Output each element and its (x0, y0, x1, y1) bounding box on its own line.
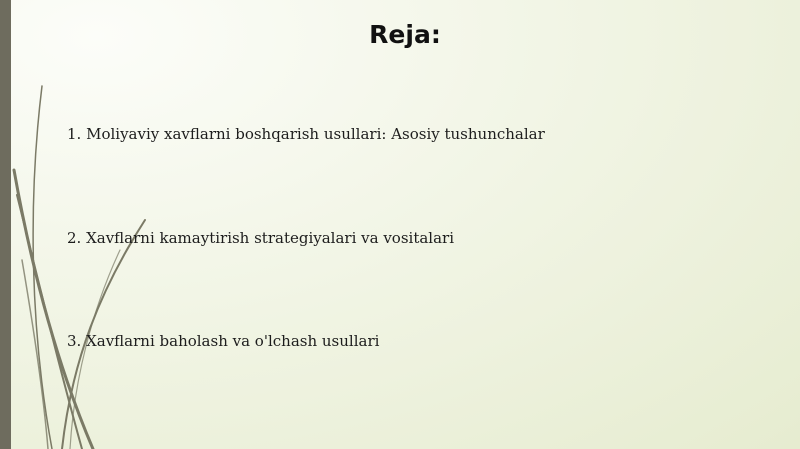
plan-item-3: 3. Xavflarni baholash va o'lchash usullari (67, 332, 380, 350)
grass-blades-icon (0, 0, 200, 449)
slide-title: Reja: (369, 20, 441, 49)
plan-item-2: 2. Xavflarni kamaytirish strategiyalari va vositalari (67, 229, 455, 247)
plan-item-1: 1. Moliyaviy xavflarni boshqarish usullari: Asosiy tushunchalar (67, 125, 545, 143)
